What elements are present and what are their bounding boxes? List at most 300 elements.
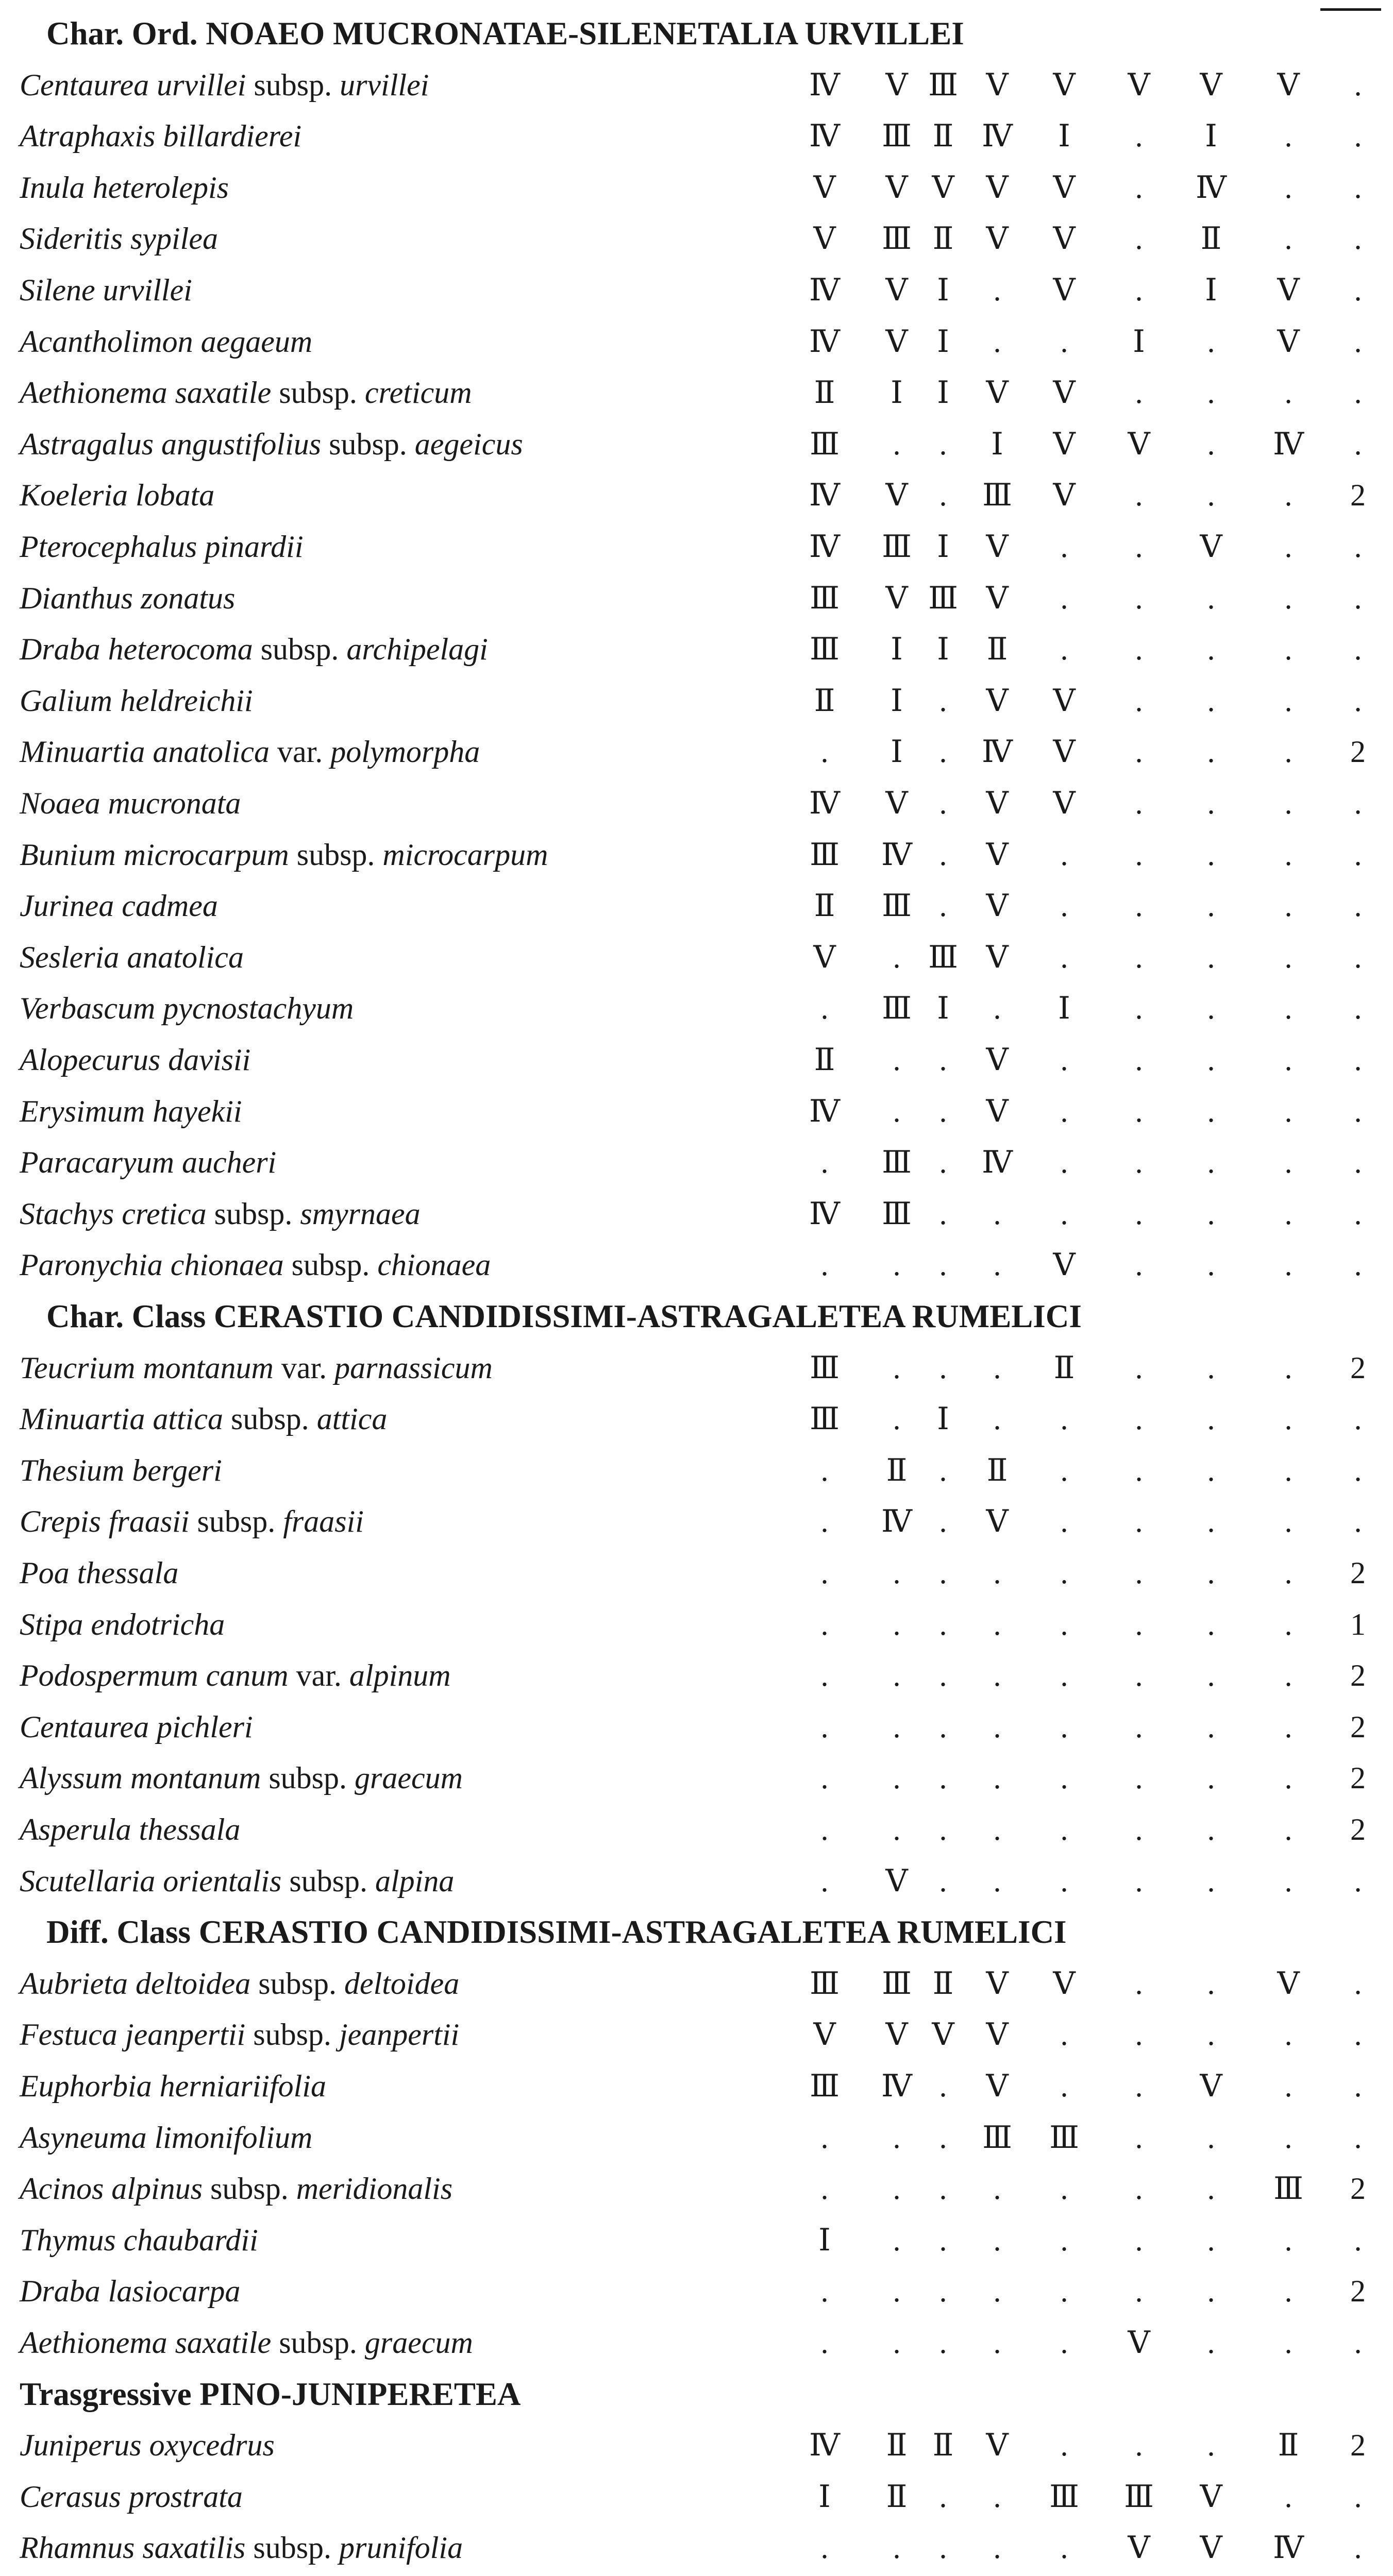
section-heading: Diff. Class CERASTIO CANDIDISSIMI-ASTRAGALETEA RUMELICI — [46, 1914, 1067, 1951]
frequency-cell-col-5: . — [1060, 889, 1068, 923]
table-row — [0, 624, 1393, 675]
frequency-cell-col-3: Ⅲ — [928, 581, 958, 615]
species-name — [20, 2266, 240, 2317]
frequency-cell-col-2: . — [893, 427, 901, 461]
frequency-cell-col-1: Ⅰ — [818, 2223, 831, 2257]
frequency-cell-col-5: Ⅴ — [1053, 735, 1076, 769]
frequency-cell-col-7: . — [1207, 1761, 1215, 1795]
taxon-part: attica — [316, 1402, 388, 1436]
taxon-part: chionaea — [377, 1248, 491, 1282]
frequency-cell-col-4: . — [993, 1607, 1001, 1641]
frequency-cell-col-3: Ⅱ — [932, 222, 954, 256]
taxon-part: Cerasus prostrata — [20, 2479, 243, 2514]
frequency-cell-col-5: Ⅴ — [1053, 273, 1076, 307]
frequency-cell-col-8: . — [1284, 889, 1293, 923]
frequency-cell-col-4: Ⅳ — [982, 1145, 1013, 1180]
frequency-cell-col-8: . — [1284, 940, 1293, 974]
frequency-cell-col-3: . — [939, 1863, 947, 1898]
frequency-cell-col-4: Ⅴ — [986, 683, 1009, 718]
rank-part: var. — [273, 1350, 335, 1385]
frequency-cell-col-3: . — [939, 1709, 947, 1744]
species-name — [20, 1240, 491, 1291]
frequency-cell-col-1: Ⅲ — [810, 1402, 840, 1436]
frequency-cell-col-7: . — [1207, 889, 1215, 923]
frequency-cell-col-8: . — [1284, 581, 1293, 615]
frequency-cell-col-6: . — [1135, 632, 1143, 667]
frequency-cell-col-9: 2 — [1350, 735, 1366, 769]
species-name — [20, 2009, 459, 2061]
frequency-cell-col-9: 2 — [1350, 1709, 1366, 1744]
frequency-cell-col-1 — [799, 2574, 850, 2576]
taxon-part: Asyneuma limonifolium — [20, 2120, 313, 2155]
species-name — [20, 2471, 243, 2523]
frequency-cell-col-8: . — [1284, 1094, 1293, 1128]
taxon-part: polymorpha — [330, 735, 480, 769]
frequency-cell-col-7: . — [1207, 2172, 1215, 2206]
frequency-cell-col-1: Ⅳ — [809, 119, 840, 154]
species-name — [20, 1394, 387, 1445]
taxon-part: Thesium bergeri — [20, 1453, 222, 1487]
frequency-cell-col-6: . — [1135, 1094, 1143, 1128]
frequency-cell-col-9: 2 — [1350, 1556, 1366, 1590]
frequency-cell-col-3: . — [939, 1607, 947, 1641]
frequency-cell-col-4: . — [993, 2172, 1001, 2206]
species-name — [20, 2522, 463, 2574]
frequency-cell-col-9: 2 — [1350, 1658, 1366, 1693]
frequency-cell-col-7: . — [1207, 735, 1215, 769]
frequency-cell-col-3: . — [939, 2120, 947, 2155]
frequency-cell-col-3: . — [939, 2479, 947, 2514]
frequency-cell-col-1: Ⅱ — [814, 376, 835, 410]
frequency-cell-col-7: . — [1207, 1402, 1215, 1436]
frequency-cell-col-8: . — [1284, 786, 1293, 820]
species-name — [20, 1496, 364, 1548]
frequency-cell-col-2: . — [893, 1043, 901, 1077]
frequency-cell-col-1: Ⅲ — [810, 632, 840, 667]
taxon-part: Euphorbia herniariifolia — [20, 2069, 327, 2103]
frequency-cell-col-5: Ⅴ — [1053, 786, 1076, 820]
frequency-cell-col-4: Ⅴ — [986, 222, 1009, 256]
table-row — [0, 829, 1393, 881]
table-row — [0, 60, 1393, 111]
frequency-cell-col-5: . — [1060, 1658, 1068, 1693]
frequency-cell-col-7: . — [1207, 2120, 1215, 2155]
frequency-cell-col-2: Ⅲ — [882, 1145, 912, 1180]
taxon-part: Inula heterolepis — [20, 170, 229, 205]
frequency-cell-col-5: Ⅴ — [1053, 170, 1076, 205]
frequency-cell-col-2: Ⅰ — [891, 632, 903, 667]
frequency-cell-col-5: . — [1060, 940, 1068, 974]
frequency-cell-col-8: . — [1284, 222, 1293, 256]
frequency-cell-col-4: Ⅴ — [986, 940, 1009, 974]
table-row — [0, 1394, 1393, 1445]
taxon-part: Centaurea pichleri — [20, 1709, 253, 1744]
taxon-part: Scutellaria orientalis — [20, 1863, 282, 1898]
frequency-cell-col-4: Ⅴ — [986, 67, 1009, 102]
rank-part: subsp. — [271, 376, 365, 410]
species-name — [20, 316, 312, 368]
frequency-cell-col-4: . — [993, 2223, 1001, 2257]
frequency-cell-col-1: Ⅳ — [809, 1094, 840, 1128]
frequency-cell-col-5: Ⅴ — [1053, 478, 1076, 513]
frequency-cell-col-3: . — [939, 1556, 947, 1590]
species-name — [20, 624, 488, 675]
frequency-cell-col-4: . — [993, 1350, 1001, 1385]
frequency-cell-col-9: . — [1354, 427, 1362, 461]
frequency-cell-col-6: Ⅴ — [1128, 67, 1150, 102]
frequency-cell-col-4: Ⅳ — [982, 119, 1013, 154]
frequency-cell-col-6: . — [1135, 1196, 1143, 1231]
frequency-cell-col-5: Ⅰ — [1058, 991, 1070, 1026]
frequency-cell-col-9: . — [1354, 1196, 1362, 1231]
table-row — [0, 2215, 1393, 2266]
frequency-cell-col-9: . — [1354, 1453, 1362, 1487]
frequency-cell-col-7: Ⅰ — [1205, 119, 1217, 154]
table-row — [0, 1548, 1393, 1599]
taxon-part: Stipa endotricha — [20, 1607, 225, 1641]
frequency-cell-col-2 — [871, 2574, 922, 2576]
frequency-cell-col-8: . — [1284, 478, 1293, 513]
frequency-cell-col-7: Ⅰ — [1205, 273, 1217, 307]
frequency-cell-col-2: Ⅰ — [891, 735, 903, 769]
frequency-cell-col-1: Ⅳ — [809, 530, 840, 564]
species-name — [20, 829, 548, 881]
frequency-cell-col-9: . — [1354, 67, 1362, 102]
frequency-cell-col-6: Ⅲ — [1124, 2479, 1154, 2514]
frequency-cell-col-3 — [917, 2574, 969, 2576]
frequency-cell-col-9: . — [1354, 1094, 1362, 1128]
frequency-cell-col-3: . — [939, 1658, 947, 1693]
table-row — [0, 1343, 1393, 1394]
frequency-cell-col-1: Ⅴ — [813, 2018, 836, 2052]
frequency-cell-col-5: . — [1060, 1094, 1068, 1128]
frequency-cell-col-1: Ⅱ — [814, 889, 835, 923]
frequency-cell-col-4: . — [993, 1863, 1001, 1898]
table-row — [0, 1958, 1393, 2010]
frequency-cell-col-2: Ⅴ — [885, 324, 908, 359]
species-name — [20, 675, 253, 727]
frequency-cell-col-8: . — [1284, 1812, 1293, 1846]
frequency-cell-col-1: . — [820, 2274, 829, 2309]
taxon-part: Noaea mucronata — [20, 786, 241, 820]
frequency-cell-col-4: Ⅴ — [986, 786, 1009, 820]
taxon-part: Draba lasiocarpa — [20, 2274, 241, 2309]
frequency-cell-col-3: . — [939, 2531, 947, 2565]
frequency-cell-col-6: . — [1135, 2172, 1143, 2206]
frequency-cell-col-5: . — [1060, 1607, 1068, 1641]
frequency-cell-col-4: . — [993, 1761, 1001, 1795]
table-row — [0, 1035, 1393, 1086]
table-row — [0, 213, 1393, 265]
frequency-cell-col-2: Ⅲ — [882, 991, 912, 1026]
frequency-cell-col-3: . — [939, 2172, 947, 2206]
taxon-part: prunifolia — [339, 2531, 463, 2565]
species-name — [20, 1445, 222, 1497]
frequency-cell-col-7: . — [1207, 786, 1215, 820]
species-name — [20, 111, 301, 162]
frequency-cell-col-2: . — [893, 1607, 901, 1641]
table-row — [0, 2522, 1393, 2574]
taxon-part: Verbascum pycnostachyum — [20, 991, 354, 1026]
frequency-cell-col-6: . — [1135, 581, 1143, 615]
frequency-cell-col-6: . — [1135, 1966, 1143, 2001]
taxon-part: Koeleria lobata — [20, 478, 215, 513]
frequency-cell-col-7: Ⅱ — [1200, 222, 1222, 256]
table-row — [0, 1753, 1393, 1804]
frequency-cell-col-3: Ⅲ — [928, 940, 958, 974]
frequency-cell-col-4: . — [993, 991, 1001, 1026]
frequency-cell-col-9: . — [1354, 1504, 1362, 1539]
frequency-cell-col-4: Ⅰ — [991, 427, 1003, 461]
frequency-cell-col-8: . — [1284, 1863, 1293, 1898]
frequency-cell-col-6: . — [1135, 222, 1143, 256]
frequency-cell-col-8: . — [1284, 1145, 1293, 1180]
frequency-cell-col-6: . — [1135, 273, 1143, 307]
rank-part: subsp. — [245, 2531, 340, 2565]
frequency-cell-col-5: Ⅴ — [1053, 67, 1076, 102]
frequency-cell-col-8: . — [1284, 1658, 1293, 1693]
frequency-cell-col-3: . — [939, 427, 947, 461]
species-name — [20, 932, 244, 984]
species-name — [20, 1599, 225, 1651]
taxon-part: Alopecurus davisii — [20, 1043, 251, 1077]
taxon-part: Dianthus zonatus — [20, 581, 236, 615]
taxon-part: Pterocephalus pinardii — [20, 530, 304, 564]
frequency-cell-col-5: . — [1060, 837, 1068, 872]
frequency-cell-col-2: Ⅱ — [886, 2428, 908, 2463]
frequency-cell-col-8: . — [1284, 530, 1293, 564]
frequency-cell-col-1: Ⅳ — [809, 786, 840, 820]
frequency-cell-col-2: . — [893, 2531, 901, 2565]
taxon-part: Minuartia anatolica — [20, 735, 270, 769]
taxon-part: Silene urvillei — [20, 273, 192, 307]
frequency-cell-col-1: Ⅳ — [809, 1196, 840, 1231]
frequency-cell-col-6: . — [1135, 2069, 1143, 2103]
frequency-cell-col-8: Ⅳ — [1273, 2531, 1304, 2565]
frequency-cell-col-7: . — [1207, 324, 1215, 359]
species-name — [20, 1086, 242, 1138]
frequency-cell-col-7: Ⅴ — [1200, 530, 1222, 564]
frequency-cell-col-9: . — [1354, 2531, 1362, 2565]
frequency-cell-col-2: Ⅲ — [882, 530, 912, 564]
frequency-cell-col-3: Ⅱ — [932, 2428, 954, 2463]
taxon-part: parnassicum — [334, 1350, 493, 1385]
frequency-cell-col-7: . — [1207, 940, 1215, 974]
frequency-cell-col-9: . — [1354, 581, 1362, 615]
frequency-cell-col-2: Ⅴ — [885, 170, 908, 205]
table-row — [0, 1702, 1393, 1753]
species-name — [20, 2574, 219, 2576]
frequency-cell-col-6: . — [1135, 2120, 1143, 2155]
frequency-cell-col-2: Ⅲ — [882, 1196, 912, 1231]
frequency-cell-col-9: 2 — [1350, 1350, 1366, 1385]
frequency-cell-col-9: 2 — [1350, 1812, 1366, 1846]
frequency-cell-col-6: . — [1135, 2274, 1143, 2309]
frequency-cell-col-2: Ⅲ — [882, 119, 912, 154]
frequency-cell-col-1: Ⅲ — [810, 1966, 840, 2001]
frequency-cell-col-4: . — [993, 1658, 1001, 1693]
frequency-cell-col-6: . — [1135, 478, 1143, 513]
frequency-cell-col-6: . — [1135, 1453, 1143, 1487]
taxon-part: Astragalus angustifolius — [20, 427, 322, 461]
frequency-cell-col-1: . — [820, 1812, 829, 1846]
table-row — [0, 2112, 1393, 2164]
species-name — [20, 1548, 178, 1599]
frequency-cell-col-1: . — [820, 735, 829, 769]
frequency-cell-col-9: . — [1354, 837, 1362, 872]
frequency-cell-col-1: . — [820, 1453, 829, 1487]
frequency-cell-col-7: . — [1207, 991, 1215, 1026]
frequency-cell-col-2: Ⅴ — [885, 67, 908, 102]
frequency-cell-col-2: . — [893, 1350, 901, 1385]
species-name — [20, 1856, 454, 1907]
rank-part: subsp. — [246, 67, 340, 102]
species-name — [20, 162, 229, 214]
frequency-cell-col-4 — [971, 2574, 1023, 2576]
frequency-cell-col-3: Ⅰ — [937, 1402, 949, 1436]
taxon-part: aegeicus — [414, 427, 523, 461]
section-heading: Trasgressive PINO-JUNIPERETEA — [20, 2376, 521, 2412]
species-name — [20, 470, 214, 521]
species-name — [20, 367, 472, 419]
frequency-cell-col-9: . — [1354, 2326, 1362, 2360]
frequency-cell-col-1: Ⅴ — [813, 940, 836, 974]
frequency-cell-col-2: Ⅳ — [881, 837, 912, 872]
frequency-cell-col-6: . — [1135, 735, 1143, 769]
species-name — [20, 1189, 421, 1240]
frequency-cell-col-8: . — [1284, 2069, 1293, 2103]
species-name — [20, 1343, 493, 1394]
frequency-cell-col-8: . — [1284, 170, 1293, 205]
rank-part: subsp. — [289, 837, 383, 872]
frequency-cell-col-6: . — [1135, 1350, 1143, 1385]
species-name — [20, 2317, 473, 2369]
frequency-cell-col-9: . — [1354, 273, 1362, 307]
table-row — [0, 2061, 1393, 2112]
frequency-cell-col-2: . — [893, 1709, 901, 1744]
frequency-cell-col-1: Ⅳ — [809, 67, 840, 102]
frequency-cell-col-7: . — [1207, 2223, 1215, 2257]
frequency-cell-col-8: . — [1284, 2018, 1293, 2052]
species-name — [20, 983, 354, 1035]
frequency-cell-col-2: . — [893, 1761, 901, 1795]
frequency-cell-col-6: . — [1135, 1709, 1143, 1744]
rank-part: subsp. — [281, 1863, 376, 1898]
section-heading-row — [0, 1907, 1393, 1958]
frequency-cell-col-6: . — [1135, 1863, 1143, 1898]
frequency-cell-col-8: . — [1284, 683, 1293, 718]
frequency-cell-col-8: . — [1284, 837, 1293, 872]
species-name — [20, 2420, 275, 2471]
frequency-cell-col-5: . — [1060, 2326, 1068, 2360]
frequency-cell-col-6: . — [1135, 1556, 1143, 1590]
species-name — [20, 778, 241, 829]
frequency-cell-col-3: . — [939, 889, 947, 923]
frequency-cell-col-4: . — [993, 2274, 1001, 2309]
frequency-cell-col-4: Ⅱ — [986, 1453, 1008, 1487]
rank-part: subsp. — [253, 632, 347, 667]
frequency-cell-col-1: . — [820, 991, 829, 1026]
frequency-cell-col-6: . — [1135, 2428, 1143, 2463]
frequency-cell-col-5: . — [1060, 530, 1068, 564]
frequency-cell-col-3: . — [939, 837, 947, 872]
taxon-part: Aubrieta deltoidea — [20, 1966, 251, 2001]
frequency-cell-col-5: . — [1060, 2223, 1068, 2257]
rank-part: subsp. — [321, 427, 415, 461]
rank-part: subsp. — [283, 1248, 378, 1282]
frequency-cell-col-6: . — [1135, 1658, 1143, 1693]
frequency-cell-col-1: Ⅲ — [810, 1350, 840, 1385]
frequency-cell-col-2: Ⅲ — [882, 222, 912, 256]
frequency-cell-col-1: Ⅳ — [809, 478, 840, 513]
frequency-cell-col-7: . — [1207, 2326, 1215, 2360]
species-name — [20, 573, 235, 624]
species-name — [20, 1753, 463, 1804]
table-row — [0, 2420, 1393, 2471]
frequency-cell-col-2: Ⅰ — [891, 683, 903, 718]
frequency-cell-col-8: . — [1284, 1607, 1293, 1641]
frequency-cell-col-4: Ⅴ — [986, 1966, 1009, 2001]
frequency-cell-col-2: Ⅰ — [891, 376, 903, 410]
table-row — [0, 2266, 1393, 2317]
frequency-cell-col-3: . — [939, 1094, 947, 1128]
taxon-part: Atraphaxis billardierei — [20, 119, 302, 154]
table-row — [0, 1856, 1393, 1907]
frequency-cell-col-3: . — [939, 2223, 947, 2257]
frequency-cell-col-2: Ⅴ — [885, 478, 908, 513]
frequency-cell-col-8: Ⅳ — [1273, 427, 1304, 461]
frequency-cell-col-6: . — [1135, 119, 1143, 154]
frequency-cell-col-6: . — [1135, 1145, 1143, 1180]
rank-part: subsp. — [189, 1504, 283, 1539]
frequency-cell-col-9: . — [1354, 530, 1362, 564]
taxon-part: Minuartia attica — [20, 1402, 223, 1436]
frequency-cell-col-5: . — [1060, 581, 1068, 615]
table-row — [0, 2574, 1393, 2576]
frequency-cell-col-5: . — [1060, 2274, 1068, 2309]
frequency-cell-col-6: . — [1135, 1607, 1143, 1641]
frequency-cell-col-6: . — [1135, 1504, 1143, 1539]
frequency-cell-col-9: . — [1354, 222, 1362, 256]
frequency-cell-col-5: . — [1060, 1504, 1068, 1539]
table-row — [0, 1445, 1393, 1497]
rank-part: subsp. — [206, 1196, 300, 1231]
frequency-cell-col-5: . — [1060, 1453, 1068, 1487]
frequency-cell-col-8: . — [1284, 991, 1293, 1026]
taxon-part: Teucrium montanum — [20, 1350, 274, 1385]
frequency-cell-col-8: . — [1284, 2223, 1293, 2257]
frequency-cell-col-4: Ⅴ — [986, 837, 1009, 872]
frequency-cell-col-3: . — [939, 735, 947, 769]
species-name — [20, 1650, 451, 1702]
frequency-cell-col-4: . — [993, 2479, 1001, 2514]
frequency-cell-col-4: . — [993, 273, 1001, 307]
taxon-part: creticum — [364, 376, 472, 410]
table-row — [0, 316, 1393, 368]
frequency-cell-col-1: Ⅳ — [809, 2428, 840, 2463]
frequency-cell-col-6: . — [1135, 786, 1143, 820]
rank-part: subsp. — [250, 1966, 344, 2001]
species-name — [20, 2163, 452, 2215]
taxon-part: Aethionema saxatile — [20, 2326, 272, 2360]
frequency-cell-col-4: Ⅱ — [986, 632, 1008, 667]
frequency-cell-col-6: . — [1135, 170, 1143, 205]
frequency-cell-col-3: Ⅱ — [932, 1966, 954, 2001]
frequency-cell-col-2: Ⅴ — [885, 273, 908, 307]
rank-part: subsp. — [261, 1761, 355, 1795]
taxon-part: Asperula thessala — [20, 1812, 241, 1846]
frequency-cell-col-8: . — [1284, 1453, 1293, 1487]
